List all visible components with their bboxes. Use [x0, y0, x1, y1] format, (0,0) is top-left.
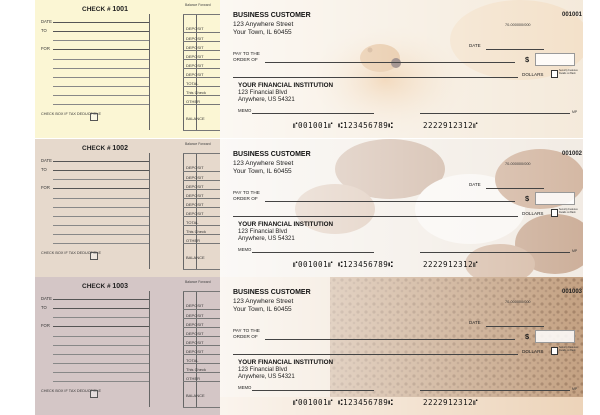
micr-line-right: 2222912312⑈: [423, 398, 479, 407]
amount-words-line[interactable]: [233, 216, 518, 217]
check-number: 001002: [562, 151, 583, 157]
payee-line[interactable]: [265, 201, 515, 202]
ledger-total: TOTAL: [186, 220, 199, 225]
ledger-balance: BALANCE: [186, 255, 205, 260]
business-address-line-2: Your Town, IL 60455: [233, 168, 292, 175]
tax-deductible-checkbox[interactable]: [90, 390, 98, 398]
business-name: BUSINESS CUSTOMER: [233, 289, 311, 296]
ledger-this-check: This Check: [186, 367, 207, 372]
stub-line: [53, 198, 149, 199]
dollar-sign: $: [525, 194, 530, 203]
ledger-deposit-1: DEPOSIT: [186, 303, 204, 308]
ledger-deposit-1: DEPOSIT: [186, 26, 204, 31]
memo-label: MEMO: [238, 108, 252, 113]
payee-line[interactable]: [265, 62, 515, 63]
stub-line: [53, 317, 149, 318]
check-number: 001001: [562, 12, 583, 18]
pay-to-label: PAY TO THE ORDER OF: [233, 51, 260, 62]
stub-to-line: [53, 170, 149, 171]
ledger-deposit-5: DEPOSIT: [186, 202, 204, 207]
date-label: DATE: [469, 182, 481, 187]
stub-line: [53, 95, 149, 96]
amount-box[interactable]: [535, 53, 575, 66]
mp-label: MP: [572, 110, 578, 114]
tax-deductible-checkbox[interactable]: [90, 252, 98, 260]
security-features-label: Security Features Details on Back: [559, 69, 578, 75]
stub-line: [53, 77, 149, 78]
ledger-other: OTHER: [186, 99, 200, 104]
balance-forward-label: Balance Forward: [185, 142, 211, 146]
memo-label: MEMO: [238, 247, 252, 252]
stub-line: [53, 216, 149, 217]
ledger-balance: BALANCE: [186, 393, 205, 398]
routing-fraction: 70-000000/000: [505, 162, 531, 166]
stub-line: [53, 68, 149, 69]
stub-title: CHECK # 1002: [82, 145, 128, 152]
business-address-line-2: Your Town, IL 60455: [233, 306, 292, 313]
memo-label: MEMO: [238, 385, 252, 390]
stub-date-label: DATE: [41, 19, 52, 24]
amount-box[interactable]: [535, 330, 575, 343]
balance-forward-label: Balance Forward: [185, 280, 211, 284]
date-line[interactable]: [486, 49, 544, 50]
pay-to-label: PAY TO THE ORDER OF: [233, 328, 260, 339]
dollars-label: DOLLARS: [522, 349, 544, 354]
stub-to-line: [53, 31, 149, 32]
check-stub-3: [35, 277, 220, 415]
payee-line[interactable]: [265, 339, 515, 340]
tax-deductible-label: CHECK BOX IF TAX DEDUCTIBLE: [41, 251, 101, 255]
ledger-deposit-6: DEPOSIT: [186, 72, 204, 77]
check-stub-1: [35, 0, 220, 138]
stub-title: CHECK # 1001: [82, 6, 128, 13]
ledger-deposit-6: DEPOSIT: [186, 349, 204, 354]
dollars-label: DOLLARS: [522, 72, 544, 77]
stub-line: [53, 243, 149, 244]
stub-date-line: [53, 22, 149, 23]
tax-deductible-checkbox[interactable]: [90, 113, 98, 121]
signature-line[interactable]: [420, 252, 570, 253]
memo-line[interactable]: [252, 390, 374, 391]
tax-deductible-label: CHECK BOX IF TAX DEDUCTIBLE: [41, 112, 101, 116]
ledger-deposit-1: DEPOSIT: [186, 165, 204, 170]
date-line[interactable]: [486, 188, 544, 189]
check-row-3: [0, 277, 600, 415]
security-features-label: Security Features Details on Back: [559, 346, 578, 352]
stub-for-label: FOR: [41, 185, 50, 190]
stub-line: [53, 86, 149, 87]
stub-line: [53, 381, 149, 382]
stub-date-line: [53, 161, 149, 162]
ledger-deposit-3: DEPOSIT: [186, 45, 204, 50]
mp-label: MP: [572, 249, 578, 253]
ledger-other: OTHER: [186, 376, 200, 381]
business-address-line-2: Your Town, IL 60455: [233, 29, 292, 36]
bank-address-line-2: Anywhere, US 54321: [238, 97, 295, 103]
ledger-deposit-5: DEPOSIT: [186, 63, 204, 68]
micr-line-right: 2222912312⑈: [423, 260, 479, 269]
ledger-deposit-2: DEPOSIT: [186, 175, 204, 180]
padlock-icon: [551, 347, 558, 355]
check-number: 001003: [562, 289, 583, 295]
balance-forward-label: Balance Forward: [185, 3, 211, 7]
stub-to-label: TO: [41, 167, 47, 172]
amount-words-line[interactable]: [233, 354, 518, 355]
check-stub-2: [35, 139, 220, 277]
stub-line: [53, 372, 149, 373]
business-address-line-1: 123 Anywhere Street: [233, 160, 294, 167]
memo-line[interactable]: [252, 252, 374, 253]
check-2: [220, 139, 583, 277]
signature-line[interactable]: [420, 113, 570, 114]
stub-for-label: FOR: [41, 323, 50, 328]
ledger-this-check: This Check: [186, 229, 207, 234]
bank-name: YOUR FINANCIAL INSTITUTION: [238, 359, 334, 366]
stub-line: [53, 354, 149, 355]
micr-line-left: ⑈001001⑈ ⑆123456789⑆: [293, 260, 394, 269]
ledger-total: TOTAL: [186, 81, 199, 86]
ledger-deposit-4: DEPOSIT: [186, 331, 204, 336]
stub-line: [53, 234, 149, 235]
stub-line: [53, 179, 149, 180]
stub-line: [53, 363, 149, 364]
stub-line: [53, 207, 149, 208]
ledger-deposit-3: DEPOSIT: [186, 184, 204, 189]
ledger-balance: BALANCE: [186, 116, 205, 121]
stub-line: [53, 104, 149, 105]
mp-label: MP: [572, 387, 578, 391]
stub-line: [53, 345, 149, 346]
stub-date-label: DATE: [41, 158, 52, 163]
check-1: [220, 0, 583, 138]
business-name: BUSINESS CUSTOMER: [233, 151, 311, 158]
micr-line-right: 2222912312⑈: [423, 121, 479, 130]
routing-fraction: 70-000000/000: [505, 23, 531, 27]
stub-line: [53, 225, 149, 226]
ledger-deposit-6: DEPOSIT: [186, 211, 204, 216]
check-row-2: [0, 139, 600, 277]
stub-for-line: [53, 326, 149, 327]
ledger-total: TOTAL: [186, 358, 199, 363]
tax-deductible-label: CHECK BOX IF TAX DEDUCTIBLE: [41, 389, 101, 393]
bank-name: YOUR FINANCIAL INSTITUTION: [238, 82, 334, 89]
ledger-deposit-2: DEPOSIT: [186, 313, 204, 318]
bank-address-line-2: Anywhere, US 54321: [238, 374, 295, 380]
date-label: DATE: [469, 320, 481, 325]
stub-line: [53, 59, 149, 60]
bank-address-line-1: 123 Financial Blvd: [238, 367, 288, 373]
amount-box[interactable]: [535, 192, 575, 205]
business-name: BUSINESS CUSTOMER: [233, 12, 311, 19]
dollars-label: DOLLARS: [522, 211, 544, 216]
check-3: [220, 277, 583, 415]
business-address-line-1: 123 Anywhere Street: [233, 21, 294, 28]
dollar-sign: $: [525, 332, 530, 341]
micr-line-left: ⑈001001⑈ ⑆123456789⑆: [293, 398, 394, 407]
stub-date-line: [53, 299, 149, 300]
stub-for-label: FOR: [41, 46, 50, 51]
ledger-deposit-3: DEPOSIT: [186, 322, 204, 327]
bank-address-line-2: Anywhere, US 54321: [238, 236, 295, 242]
stub-line: [53, 336, 149, 337]
stub-title: CHECK # 1003: [82, 283, 128, 290]
micr-line-left: ⑈001001⑈ ⑆123456789⑆: [293, 121, 394, 130]
padlock-icon: [551, 70, 558, 78]
stub-for-line: [53, 49, 149, 50]
stub-divider: [149, 291, 150, 407]
stub-divider: [149, 153, 150, 269]
stub-date-label: DATE: [41, 296, 52, 301]
routing-fraction: 70-000000/000: [505, 300, 531, 304]
date-label: DATE: [469, 43, 481, 48]
bank-name: YOUR FINANCIAL INSTITUTION: [238, 221, 334, 228]
ledger-deposit-4: DEPOSIT: [186, 54, 204, 59]
memo-line[interactable]: [252, 113, 374, 114]
ledger-this-check: This Check: [186, 90, 207, 95]
stub-to-label: TO: [41, 305, 47, 310]
stub-divider: [149, 14, 150, 130]
business-address-line-1: 123 Anywhere Street: [233, 298, 294, 305]
stub-for-line: [53, 188, 149, 189]
bank-address-line-1: 123 Financial Blvd: [238, 229, 288, 235]
dollar-sign: $: [525, 55, 530, 64]
padlock-icon: [551, 209, 558, 217]
stub-line: [53, 40, 149, 41]
signature-line[interactable]: [420, 390, 570, 391]
ledger-deposit-2: DEPOSIT: [186, 36, 204, 41]
stub-to-label: TO: [41, 28, 47, 33]
ledger-deposit-5: DEPOSIT: [186, 340, 204, 345]
amount-words-line[interactable]: [233, 77, 518, 78]
pay-to-label: PAY TO THE ORDER OF: [233, 190, 260, 201]
bank-address-line-1: 123 Financial Blvd: [238, 90, 288, 96]
ledger-other: OTHER: [186, 238, 200, 243]
check-row-1: [0, 0, 600, 138]
security-features-label: Security Features Details on Back: [559, 208, 578, 214]
date-line[interactable]: [486, 326, 544, 327]
stub-to-line: [53, 308, 149, 309]
ledger-deposit-4: DEPOSIT: [186, 193, 204, 198]
